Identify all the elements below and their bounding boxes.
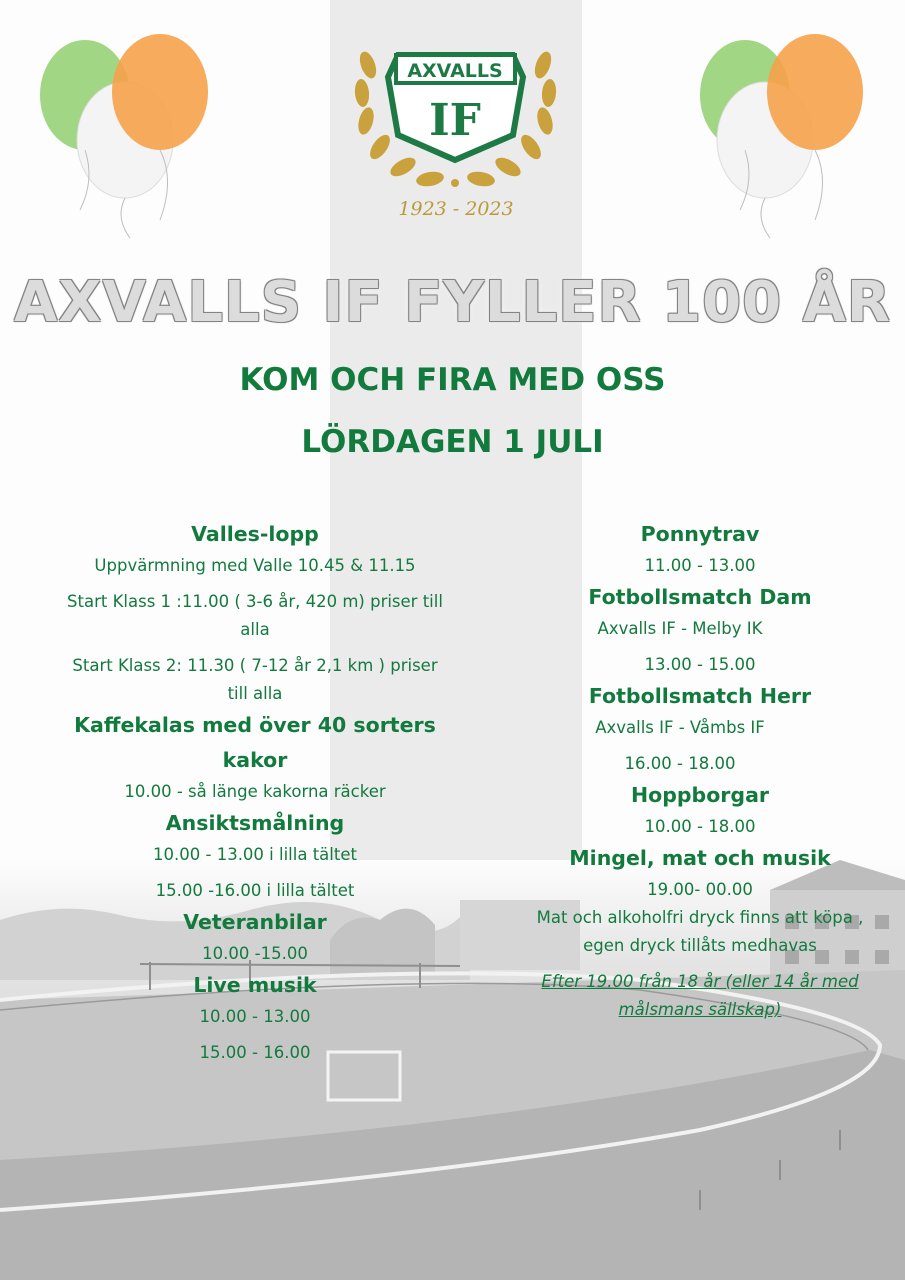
mingel-note-line2: egen dryck tillåts medhavas (583, 936, 817, 955)
veteranbilar-title: Veteranbilar (183, 910, 327, 934)
mingel-title: Mingel, mat och musik (569, 846, 831, 870)
ansiktsmalning-title: Ansiktsmålning (165, 811, 345, 835)
headline: AXVALLS IF FYLLER 100 ÅR (13, 270, 892, 335)
ansiktsmalning-time1: 10.00 - 13.00 i lilla tältet (153, 845, 357, 864)
mingel-note-line1: Mat och alkoholfri dryck finns att köpa , (536, 908, 864, 927)
mingel-age-line2: målsmans sällskap) (618, 1000, 782, 1019)
veteranbilar-time: 10.00 -15.00 (202, 944, 308, 963)
hoppborgar-time: 10.00 - 18.00 (644, 817, 756, 836)
balloons-left-icon (30, 30, 230, 240)
fotboll-herr-title: Fotbollsmatch Herr (588, 684, 812, 708)
mingel-age-line1: Efter 19.00 från 18 år (eller 14 år med (541, 972, 859, 991)
fotboll-herr-teams: Axvalls IF - Våmbs IF (595, 718, 765, 737)
live-musik-time2: 15.00 - 16.00 (199, 1043, 311, 1062)
valles-lopp-title: Valles-lopp (191, 522, 319, 546)
valles-lopp-class1-line1: Start Klass 1 :11.00 ( 3-6 år, 420 m) priser till (67, 592, 443, 611)
event-date: LÖRDAGEN 1 JULI (301, 424, 604, 460)
valles-lopp-warmup: Uppvärmning med Valle 10.45 & 11.15 (94, 556, 416, 575)
ponnytrav-title: Ponnytrav (640, 522, 760, 546)
program-left-column (40, 517, 470, 1067)
fotboll-herr-time: 16.00 - 18.00 (624, 754, 736, 773)
fotboll-dam-title: Fotbollsmatch Dam (588, 585, 812, 609)
valles-lopp-class2-line1: Start Klass 2: 11.30 ( 7-12 år 2,1 km ) priser (72, 656, 438, 675)
ponnytrav-time: 11.00 - 13.00 (644, 556, 756, 575)
valles-lopp-class2-line2: till alla (227, 684, 283, 703)
fotboll-dam-teams: Axvalls IF - Melby IK (597, 619, 763, 638)
kaffekalas-title-line1: Kaffekalas med över 40 sorters (74, 713, 436, 737)
fotboll-dam-time: 13.00 - 15.00 (644, 655, 756, 674)
logo-club-initials: IF (429, 95, 481, 146)
kaffekalas-title-line2: kakor (222, 748, 288, 772)
live-musik-title: Live musik (193, 973, 317, 997)
logo-club-name: AXVALLS (407, 60, 503, 82)
valles-lopp-class1-line2: alla (240, 620, 270, 639)
logo-years: 1923 - 2023 (398, 198, 514, 220)
mingel-time: 19.00- 00.00 (647, 880, 753, 899)
program-right-column (505, 517, 895, 1024)
kaffekalas-time: 10.00 - så länge kakorna räcker (124, 782, 386, 801)
live-musik-time1: 10.00 - 13.00 (199, 1007, 311, 1026)
subheadline: KOM OCH FIRA MED OSS (239, 362, 666, 398)
balloons-right-icon (690, 30, 890, 240)
axvalls-if-logo (348, 25, 563, 200)
hoppborgar-title: Hoppborgar (630, 783, 770, 807)
ansiktsmalning-time2: 15.00 -16.00 i lilla tältet (155, 881, 355, 900)
